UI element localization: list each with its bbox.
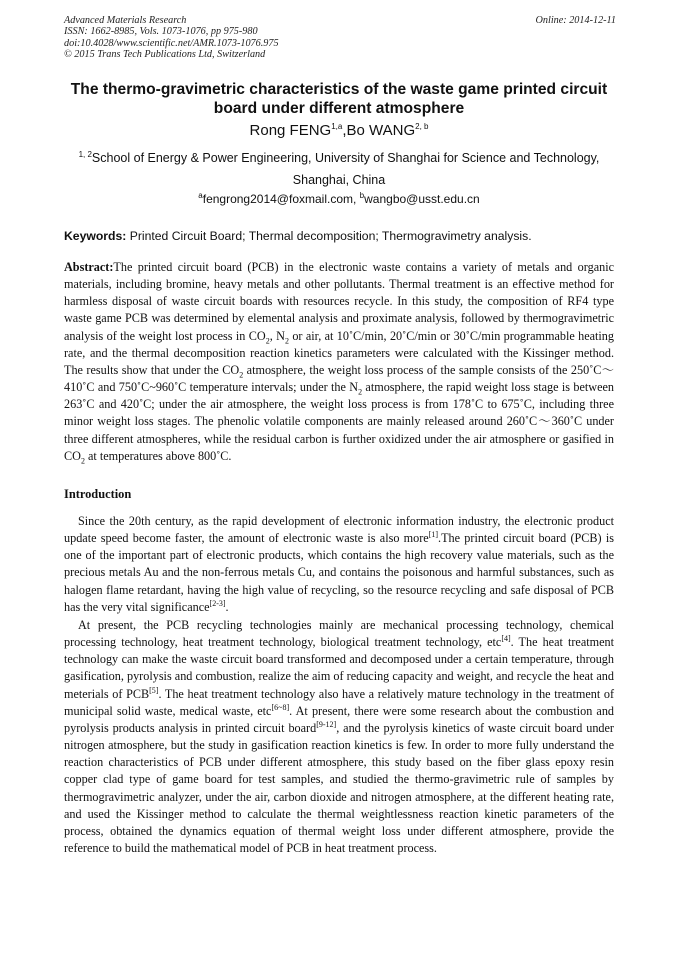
email-line bbox=[48, 190, 630, 208]
affiliation-city: Shanghai, China bbox=[292, 173, 386, 187]
subscript: 2 bbox=[239, 370, 244, 380]
intro-paragraph bbox=[64, 617, 614, 857]
author-name: Rong FENG bbox=[249, 122, 332, 139]
paragraph-text: . bbox=[225, 599, 229, 614]
copyright-line: © 2015 Trans Tech Publications Ltd, Switzerland bbox=[64, 49, 266, 61]
abstract-text: atmosphere, the rapid weight loss stage is between 263˚C and 420˚C; under the air atmosphere, the weight loss process is from 178˚C to 675˚C, including three minor weight loss stages. The phenolic volatile components are mainly released around 260˚C～360˚C under three different atmospheres, while the residual carbon is further oxidized under the air atmosphere or gasified in CO bbox=[64, 380, 614, 463]
journal-header bbox=[64, 15, 616, 61]
abstract-label: Abstract: bbox=[64, 260, 114, 274]
doi-line: doi:10.4028/www.scientific.net/AMR.1073-1076.975 bbox=[64, 37, 279, 49]
abstract-text: The printed circuit board (PCB) in the electronic waste contains a variety of metals and organic materials, including bromine, heavy metals and other pollutants. Thermal treatment is an effective method for harmless disposal of waste circuit boards with resources recycle. In this study, the composition of RF4 type waste game PCB was determined by elemental analysis and proximate analysis, followed by thermogravimetric analysis of the weight lost process in CO bbox=[64, 260, 614, 343]
paragraph-text: . The heat treatment technology can make the waste circuit board transformed and decomposed under a certain temperature, through gasification, pyrolysis and combustion, realize the aim of reducing capacity and weight, and recycle the heat and meterials of PCB bbox=[64, 635, 614, 701]
citation-ref: [6~8] bbox=[271, 702, 290, 712]
paragraph-text: Since the 20th century, as the rapid development of electronic information industry, the electronic product update speed become faster, the amount of electronic waste is also more bbox=[64, 514, 614, 546]
affiliation-line bbox=[48, 147, 630, 169]
citation-ref: [2-3] bbox=[209, 598, 226, 608]
keywords-text: Printed Circuit Board; Thermal decomposition; Thermogravimetry analysis. bbox=[126, 229, 532, 243]
citation-ref: [5] bbox=[149, 685, 159, 695]
abstract-text: at temperatures above 800˚C. bbox=[84, 448, 232, 463]
email-link: fengrong2014@foxmail.com bbox=[202, 192, 353, 206]
subscript: 2 bbox=[265, 336, 270, 346]
paragraph-text: At present, the PCB recycling technologies mainly are mechanical processing technology, chemical processing technology, heat treatment technology, biological treatment technology, etc bbox=[64, 618, 614, 650]
affiliation bbox=[48, 147, 630, 191]
paragraph-text: . The heat treatment technology also have a relatively mature technology in the treatment of municipal solid waste, medical waste, etc bbox=[64, 686, 615, 718]
author-name: Bo WANG bbox=[346, 122, 416, 139]
subscript: 2 bbox=[80, 456, 85, 466]
affiliation-text: School of Energy & Power Engineering, University of Shanghai for Science and Technology, bbox=[91, 151, 600, 165]
intro-paragraph bbox=[64, 513, 614, 616]
abstract-text: atmosphere, the weight loss process of the sample consists of the 250˚C～410˚C and 750˚C~960˚C temperature intervals; under the N bbox=[64, 362, 614, 395]
email-separator: , bbox=[353, 192, 360, 206]
subscript: 2 bbox=[358, 387, 363, 397]
author-superscript: 2, b bbox=[415, 122, 429, 131]
paragraph-text: , and the pyrolysis kinetics of waste circuit board under nitrogen atmosphere, but the study in gasification reaction kinetics is few. In order to more fully understand the reaction characteristics of PCB under different atmosphere, this study based on the fiber glass epoxy resin copper clad type of game board for test samples, and studied the thermo-gravimetric rule of samples by thermogravimetric analyzer, under the air, carbon dioxide and nitrogen atmosphere, at the different heating rate, and used the Kissinger method to calculate the thermal weightlessness reaction kinetic parameters of the process, obtained the dynamics equation of thermal weight loss under different atmosphere, provide the reference to build the mathematical model of PCB in heat treatment process. bbox=[64, 720, 614, 856]
abstract-text: , N bbox=[269, 328, 285, 343]
email-superscript: a bbox=[198, 191, 203, 200]
author-line bbox=[48, 122, 630, 140]
citation-ref: [9-12] bbox=[316, 719, 337, 729]
email-link: wangbo@usst.edu.cn bbox=[364, 192, 480, 206]
email-superscript: b bbox=[359, 191, 365, 200]
keywords-label: Keywords: bbox=[64, 229, 127, 243]
paragraph-text: .The printed circuit board (PCB) is one of the important part of electronic products, which contains the high recovery value materials, such as the precious metals Au and the non-ferrous metals Cu, and contains the poisonous and harmful substances, such as halogen flame retardant, having the high value of recycling, so the resource recycling and safe disposal of PCB has the very vital significance bbox=[64, 531, 614, 614]
subscript: 2 bbox=[284, 336, 289, 346]
abstract bbox=[64, 259, 614, 465]
paragraph-text: . At present, there were some research about the combustion and pyrolysis products analysis in printed circuit board bbox=[64, 703, 615, 735]
issn-line: ISSN: 1662-8985, Vols. 1073-1076, pp 975-980 bbox=[64, 26, 258, 38]
paper-title: The thermo-gravimetric characteristics of the waste game printed circuit board under different atmosphere bbox=[70, 81, 608, 117]
citation-ref: [4] bbox=[501, 634, 511, 644]
citation-ref: [1] bbox=[428, 530, 439, 540]
abstract-text: or air, at 10˚C/min, 20˚C/min or 30˚C/min programmable heating rate, and the thermal decomposition reaction kinetics parameters were calculated with the Kissinger method. The results show that under the CO bbox=[64, 328, 614, 377]
online-date: Online: 2014-12-11 bbox=[535, 15, 616, 26]
keywords bbox=[64, 228, 624, 244]
journal-name: Advanced Materials Research bbox=[64, 15, 187, 26]
author-separator: , bbox=[342, 122, 347, 139]
section-heading-introduction: Introduction bbox=[64, 487, 132, 501]
affiliation-superscript: 1, 2 bbox=[78, 149, 92, 159]
author-superscript: 1,a bbox=[331, 122, 343, 131]
